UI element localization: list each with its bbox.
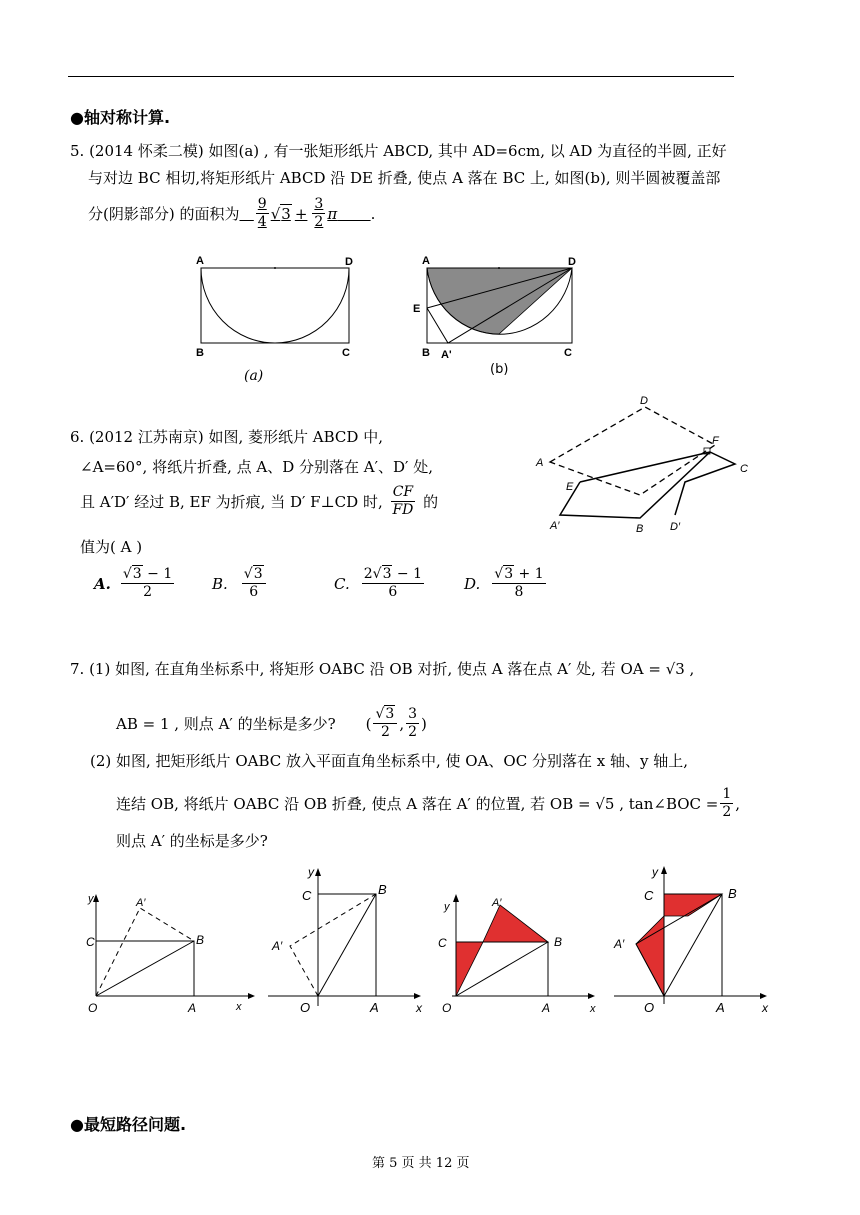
q7-part2-line1: (2) 如图, 把矩形纸片 OABC 放入平面直角坐标系中, 使 OA、OC 分别落在 x 轴、y 轴上,	[90, 752, 688, 770]
q7-figure-4	[608, 858, 778, 1020]
q7f2-label-B: B	[378, 882, 387, 897]
q7-figure-3	[436, 890, 606, 1020]
q6-ratio-frac: $\frac{CF}{FD}$	[392, 484, 414, 518]
q7f4-label-A: A	[716, 1000, 725, 1015]
q7f2-label-y: y	[308, 865, 314, 879]
q5b-label-C: C	[564, 347, 572, 359]
q5-answer-pi: π	[327, 204, 338, 223]
q7f4-y-arrow	[661, 866, 667, 874]
q7f2-label-C: C	[302, 888, 312, 903]
q7f4-label-A-prime: A′	[614, 937, 625, 951]
q6-label-A: A	[536, 457, 544, 469]
q7f3-label-C: C	[438, 936, 447, 950]
q7f1-label-A: A	[188, 1001, 197, 1015]
q7f3-red-triangle-right	[483, 905, 548, 942]
q6-option-c: C. $\frac{2√3 - 1}{6}$	[334, 566, 423, 600]
q5b-label-B: B	[422, 347, 430, 359]
q7f4-x-arrow	[760, 993, 767, 999]
q5a-label-A: A	[196, 255, 204, 267]
q6-line3-post: 的	[423, 493, 439, 511]
section-heading-shortest-path: ●最短路径问题.	[70, 1115, 187, 1134]
q7f1-label-O: O	[88, 1001, 98, 1015]
q7f4-red-lower	[636, 916, 664, 996]
q5b-shaded-region	[427, 268, 572, 334]
q6-label-A-prime: A′	[550, 520, 560, 532]
q7f3-label-A: A	[542, 1001, 551, 1015]
q7f1-x-arrow	[248, 993, 255, 999]
q7f2-label-A: A	[370, 1000, 379, 1015]
q7f4-label-y: y	[652, 865, 658, 879]
q7f3-label-B: B	[554, 935, 563, 949]
q7-part2-line2-post: ,	[735, 794, 741, 813]
q7f1-label-y: y	[88, 893, 94, 905]
q5-answer-plus: +	[294, 204, 308, 223]
q7f2-diagonal-OB	[318, 894, 376, 996]
q5a-label-D: D	[345, 256, 353, 268]
q6-label-E: E	[566, 481, 574, 493]
q5-figure-a	[190, 250, 360, 390]
q6-line1: 6. (2012 江苏南京) 如图, 菱形纸片 ABCD 中,	[70, 428, 383, 446]
q7f3-label-y: y	[444, 901, 450, 913]
q7-part1-question: AB = 1 , 则点 A′ 的坐标是多少?	[116, 715, 336, 733]
q5b-label-D: D	[568, 256, 576, 268]
q5-line1: 5. (2014 怀柔二模) 如图(a) , 有一张矩形纸片 ABCD, 其中 AD=6cm, 以 AD 为直径的半圆, 正好	[70, 142, 727, 160]
q7f1-label-C: C	[86, 935, 95, 949]
q7f1-y-arrow	[93, 894, 99, 902]
q5-answer: $\frac{9}{4}$ √ 3 + $\frac{3}{2}$ π	[257, 196, 338, 230]
q6-fold-EF	[580, 452, 710, 482]
q5b-center-dot	[498, 267, 500, 269]
q5-line3-post: .	[370, 204, 376, 223]
q5-answer-frac1: $\frac{9}{4}$	[257, 196, 267, 230]
q6-line2: ∠A=60°, 将纸片折叠, 点 A、D 分别落在 A′、D′ 处,	[80, 458, 433, 476]
q5-figure-b-caption: (b)	[490, 362, 509, 377]
q6-option-a: A. $\frac{√3 - 1}{2}$	[94, 566, 173, 600]
q7f3-y-arrow	[453, 894, 459, 902]
q7-part2-line3: 则点 A′ 的坐标是多少?	[116, 832, 268, 850]
q7f2-y-arrow	[315, 868, 321, 876]
q6-answer-line: 值为( A )	[80, 538, 143, 556]
q7f2-x-arrow	[414, 993, 421, 999]
q6-label-C: C	[740, 463, 748, 475]
q7-part1-line1: 7. (1) 如图, 在直角坐标系中, 将矩形 OABC 沿 OB 对折, 使点 A 落在点 A′ 处, 若 OA = √3 ,	[70, 660, 695, 678]
q7-figure-1	[80, 888, 255, 1018]
q6-options	[94, 566, 548, 601]
q6-option-b: B. $\frac{√3}{6}$	[212, 566, 334, 601]
q6-rhombus-dashed	[550, 407, 715, 495]
q7f3-label-x: x	[590, 1003, 596, 1015]
q5-figure-b	[410, 250, 590, 370]
q5-answer-sqrt: 3	[281, 205, 291, 223]
q5a-rectangle	[201, 268, 349, 343]
q7f1-label-A-prime: A′	[136, 897, 146, 909]
q5a-label-B: B	[196, 347, 204, 359]
q5-line2: 与对边 BC 相切,将矩形纸片 ABCD 沿 DE 折叠, 使点 A 落在 BC 上, 如图(b), 则半圆被覆盖部	[88, 169, 721, 187]
q5b-label-A-prime: A'	[441, 349, 452, 361]
q6-figure	[530, 390, 760, 540]
q6-label-D: D	[640, 395, 648, 407]
q7f1-label-B: B	[196, 933, 205, 947]
q7f4-label-x: x	[762, 1001, 768, 1015]
q7f4-label-C: C	[644, 888, 654, 903]
q7f4-label-B: B	[728, 886, 737, 901]
page-footer: 第 5 页 共 12 页	[372, 1156, 470, 1171]
section-heading-axis-symmetry: ●轴对称计算.	[70, 108, 171, 127]
q5a-label-C: C	[342, 347, 350, 359]
q5-answer-frac2: $\frac{3}{2}$	[314, 196, 324, 230]
q6-line3-pre: 且 A′D′ 经过 B, EF 为折痕, 当 D′ F⊥CD 时,	[80, 493, 383, 511]
q5-figure-a-caption: (a)	[244, 368, 264, 384]
q7-part2-line2	[116, 786, 740, 821]
q7f4-red-upper	[664, 894, 722, 916]
q7f2-label-x: x	[416, 1001, 422, 1015]
header-rule	[68, 76, 734, 77]
q7-part1-answer: ( $\frac{√3}{2}$ , $\frac{3}{2}$ )	[365, 706, 427, 740]
q5b-label-A: A	[422, 255, 430, 267]
q5-line3-pre: 分(阴影部分) 的面积为	[88, 205, 240, 223]
q6-label-D-prime: D′	[670, 521, 681, 533]
q7-part2-frac: $\frac{1}{2}$	[722, 786, 732, 820]
q5b-label-E: E	[413, 303, 421, 315]
q6-label-B: B	[636, 523, 644, 535]
q7f1-diagonal-OB	[96, 941, 194, 996]
q7f2-label-O: O	[300, 1000, 311, 1015]
q7f2-label-A-prime: A′	[272, 939, 283, 953]
q7f3-label-O: O	[442, 1001, 452, 1015]
q6-option-d: D. $\frac{√3 + 1}{8}$	[464, 566, 544, 600]
q7-part1-line2	[116, 706, 427, 741]
q7f3-label-A-prime: A′	[492, 897, 502, 909]
q7f2-folded-dashed	[290, 894, 376, 996]
q6-label-F: F	[712, 435, 719, 447]
q7-figure-2	[262, 860, 432, 1020]
q7f1-folded-dashed	[96, 908, 194, 996]
q7-part2-line2-pre: 连结 OB, 将纸片 OABC 沿 OB 折叠, 使点 A 落在 A′ 的位置, 若 OB = √5 , tan∠BOC =	[116, 795, 719, 813]
q7f3-x-arrow	[588, 993, 595, 999]
q5a-center-dot	[274, 267, 276, 269]
q6-folded-part	[560, 452, 735, 518]
q7f1-label-x: x	[236, 1001, 242, 1013]
q6-line3	[80, 484, 438, 519]
q5-line3	[88, 196, 375, 231]
q7f4-label-O: O	[644, 1000, 655, 1015]
q5a-semicircle	[201, 268, 349, 343]
